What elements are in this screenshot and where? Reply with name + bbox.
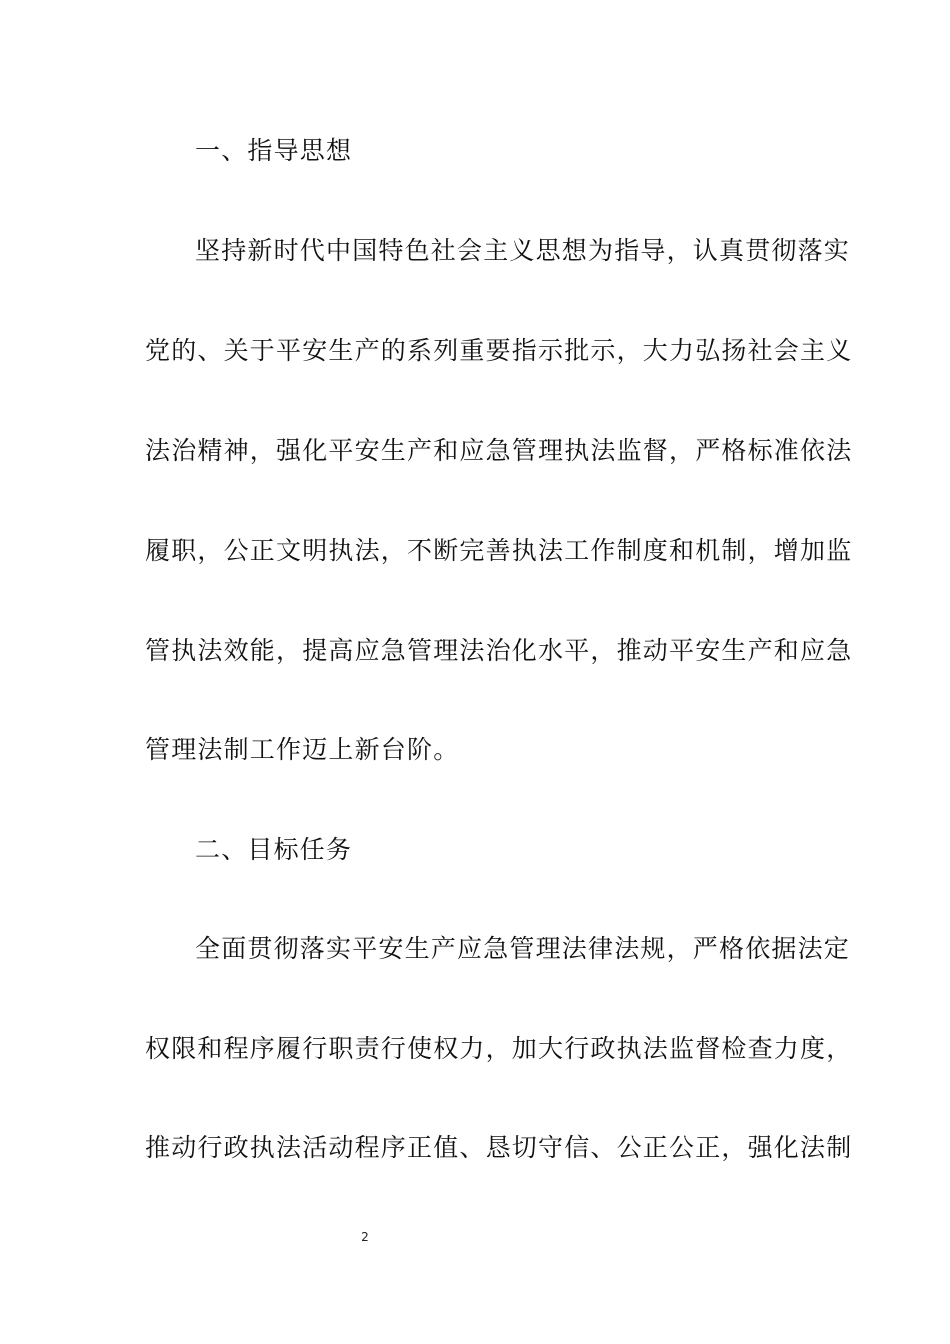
paragraph-line: 推动行政执法活动程序正值、恳切守信、公正公正，强化法制 [145,1133,853,1162]
paragraph-line: 管理法制工作迈上新台阶。 [145,735,460,764]
page-number: 2 [361,1230,369,1244]
paragraph-line: 权限和程序履行职责行使权力，加大行政执法监督检查力度， [145,1034,853,1063]
paragraph-line: 履职，公正文明执法，不断完善执法工作制度和机制，增加监 [145,536,853,565]
paragraph-line: 管执法效能，提高应急管理法治化水平，推动平安生产和应急 [145,636,853,665]
paragraph-line: 党的、关于平安生产的系列重要指示批示，大力弘扬社会主义 [145,336,853,365]
paragraph-line: 法治精神，强化平安生产和应急管理执法监督，严格标准依法 [145,436,853,465]
paragraph-line: 坚持新时代中国特色社会主义思想为指导，认真贯彻落实 [195,236,851,265]
section-heading-guiding-ideology: 一、指导思想 [195,136,353,165]
paragraph-line: 全面贯彻落实平安生产应急管理法律法规，严格依据法定 [195,934,851,963]
section-heading-goals-tasks: 二、目标任务 [195,835,353,864]
